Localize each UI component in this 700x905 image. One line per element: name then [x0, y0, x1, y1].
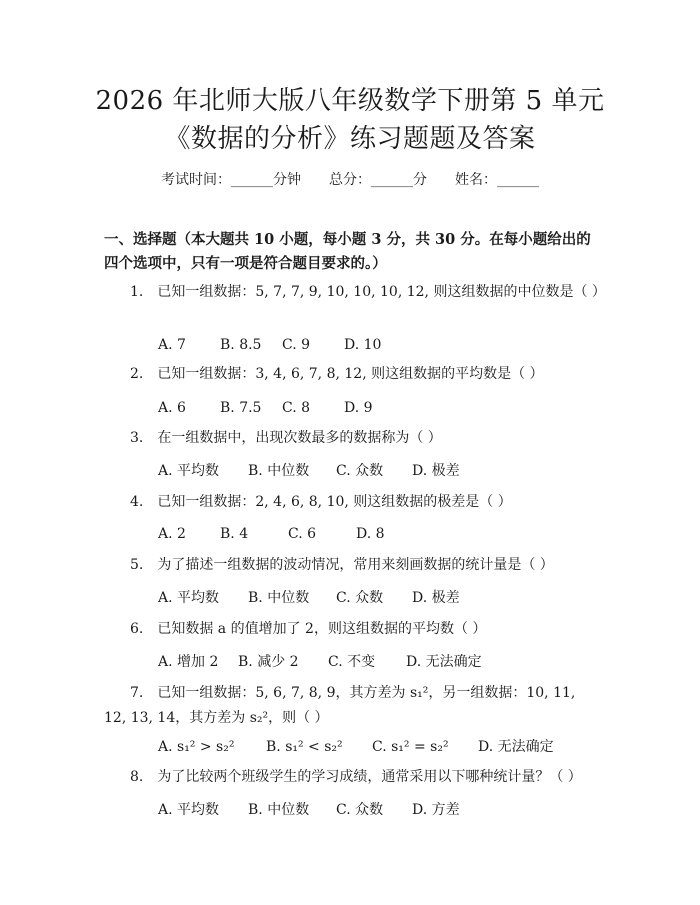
exam-time: 考试时间：______分钟 [161, 172, 301, 188]
question-3: 3. 在一组数据中，出现次数最多的数据称为（ ） [130, 430, 442, 446]
exam-meta [0, 170, 700, 190]
question-2: 2. 已知一组数据：3, 4, 6, 7, 8, 12, 则这组数据的平均数是（ ） [130, 366, 544, 382]
option: C. 6 [288, 526, 317, 542]
question-4: 4. 已知一组数据：2, 4, 6, 8, 10, 则这组数据的极差是（ ） [130, 494, 512, 510]
question-8-options [158, 800, 460, 820]
option: C. 众数 [336, 463, 384, 479]
option: C. 众数 [336, 802, 384, 818]
total-score: 总分：______分 [329, 172, 427, 188]
question-5: 5. 为了描述一组数据的波动情况，常用来刻画数据的统计量是（ ） [130, 557, 554, 573]
title-line-1: 2026 年北师大版八年级数学下册第 5 单元 [95, 86, 605, 116]
option: D. 极差 [412, 463, 460, 479]
option: B. 中位数 [248, 802, 310, 818]
question-7: 7. 已知一组数据：5, 6, 7, 8, 9，其方差为 s₁²，另一组数据：10, 11, 12, 13, 14，其方差为 s₂²，则（ ） [104, 685, 576, 726]
option: A. 平均数 [158, 463, 220, 479]
option: B. 8.5 [220, 337, 262, 353]
option: C. 8 [282, 400, 311, 416]
option: B. s₁² < s₂² [266, 739, 343, 755]
option: A. 7 [158, 337, 186, 353]
option: B. 4 [220, 526, 249, 542]
title-line-2: 《数据的分析》练习题题及答案 [164, 124, 536, 154]
option: D. 8 [356, 526, 385, 542]
option: A. s₁² > s₂² [158, 739, 235, 755]
option: C. 9 [282, 337, 311, 353]
option: D. 极差 [412, 590, 460, 606]
option: C. 众数 [336, 590, 384, 606]
question-1: 1. 已知一组数据：5, 7, 7, 9, 10, 10, 10, 12, 则这组数据的中位数是（ ） [130, 284, 606, 300]
option: D. 9 [344, 400, 373, 416]
option: A. 2 [158, 526, 186, 542]
option: B. 中位数 [248, 463, 310, 479]
option: A. 平均数 [158, 802, 220, 818]
question-5-options [158, 588, 460, 608]
section-heading: 一、选择题（本大题共 10 小题，每小题 3 分，共 30 分。在每小题给出的四个选项中，只有一项是符合题目要求的。） [104, 231, 591, 272]
student-name: 姓名：______ [455, 172, 539, 188]
option: D. 10 [344, 337, 382, 353]
option: A. 6 [158, 400, 186, 416]
question-4-options [158, 524, 385, 544]
question-2-options [158, 398, 373, 418]
question-6: 6. 已知数据 a 的值增加了 2，则这组数据的平均数（ ） [130, 621, 487, 637]
option: D. 方差 [412, 802, 460, 818]
question-6-options [158, 652, 482, 672]
option: B. 中位数 [248, 590, 310, 606]
option: C. s₁² = s₂² [372, 739, 449, 755]
option: B. 减少 2 [238, 654, 299, 670]
option: A. 增加 2 [158, 654, 219, 670]
option: D. 无法确定 [478, 739, 554, 755]
question-1-options [158, 335, 381, 355]
question-8: 8. 为了比较两个班级学生的学习成绩，通常采用以下哪种统计量？（ ） [130, 769, 582, 785]
option: A. 平均数 [158, 590, 220, 606]
option: B. 7.5 [220, 400, 262, 416]
option: C. 不变 [328, 654, 376, 670]
question-3-options [158, 461, 460, 481]
option: D. 无法确定 [406, 654, 482, 670]
question-7-options [158, 737, 554, 757]
